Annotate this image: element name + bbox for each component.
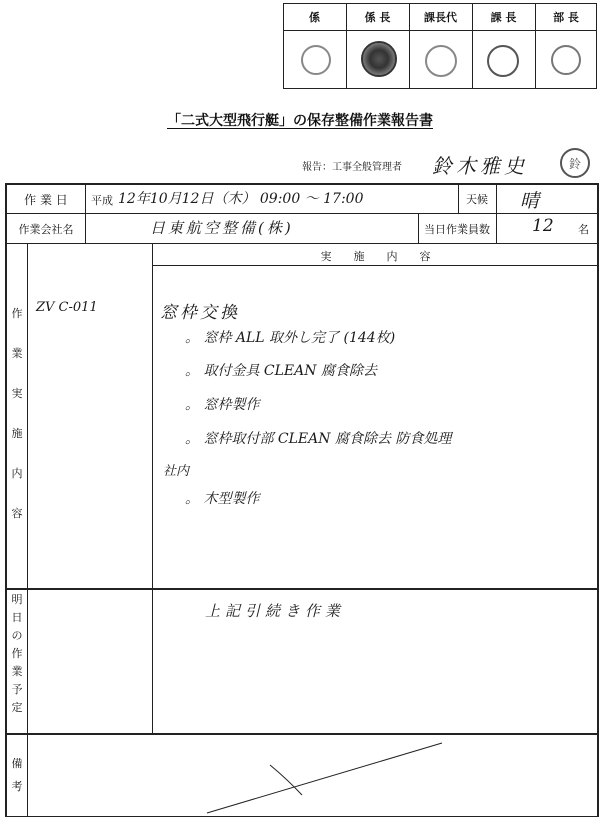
workers-label: 当日作業員数 [424, 223, 490, 236]
approval-header-kakari: 係 [309, 11, 320, 24]
work-subheading: 社内 [163, 464, 190, 479]
approval-header-kachodai: 課長代 [424, 11, 457, 24]
work-item: 。 窓枠取付部 CLEAN 腐食除去 防食処理 [185, 431, 452, 447]
work-item: 。 窓枠製作 [185, 397, 260, 413]
reporter-seal-icon [560, 148, 590, 178]
company-label: 作業会社名 [18, 223, 74, 236]
approval-table [283, 3, 597, 89]
work-heading: 窓枠交換 [160, 303, 240, 323]
work-subitem: 。 木型製作 [185, 491, 260, 507]
work-item: 。 取付金具 CLEAN 腐食除去 [185, 363, 377, 379]
page-title: 「二式大型飛行艇」の保存整備作業報告書 [167, 113, 433, 129]
reporter-label: 報告：工事全般管理者 [302, 162, 402, 173]
date-label: 作 業 日 [24, 193, 68, 207]
work-section-label: 作 業 実 施 内 容 [11, 307, 23, 520]
weather-label: 天候 [466, 193, 488, 206]
reporter-seal-text: 鈴 [568, 156, 581, 171]
approval-stamp-icon [487, 45, 519, 77]
date-prefix: 平成 [91, 194, 113, 207]
approval-stamp-icon [551, 45, 581, 75]
approval-header-bucho: 部 長 [553, 11, 579, 24]
reporter-name: 鈴木雅史 [432, 154, 528, 178]
workers-value: 12 [532, 216, 554, 236]
approval-stamp-icon [425, 45, 457, 77]
approval-stamp-icon [301, 45, 331, 75]
approval-header-kakaricho: 係 長 [364, 11, 391, 24]
workers-unit: 名 [578, 223, 589, 236]
work-item: 。 窓枠 ALL 取外し完了 (144枚) [185, 330, 396, 346]
content-header: 実 施 内 容 [320, 250, 431, 263]
approval-header-kacho: 課 長 [490, 11, 517, 24]
plan-section-label: 明 日 の 作 業 予 定 [11, 593, 23, 714]
weather-value: 晴 [520, 190, 540, 212]
approval-stamp-icon [361, 41, 397, 77]
work-code: ZV C-011 [36, 300, 98, 315]
company-value: 日東航空整備(株) [150, 219, 294, 237]
remarks-strike-line [152, 735, 597, 815]
plan-text: 上記引続き作業 [205, 602, 346, 620]
date-value: 12年10月12日（木） 09:00 ～ 17:00 [118, 191, 364, 207]
remarks-section-label: 備 考 [11, 757, 23, 793]
